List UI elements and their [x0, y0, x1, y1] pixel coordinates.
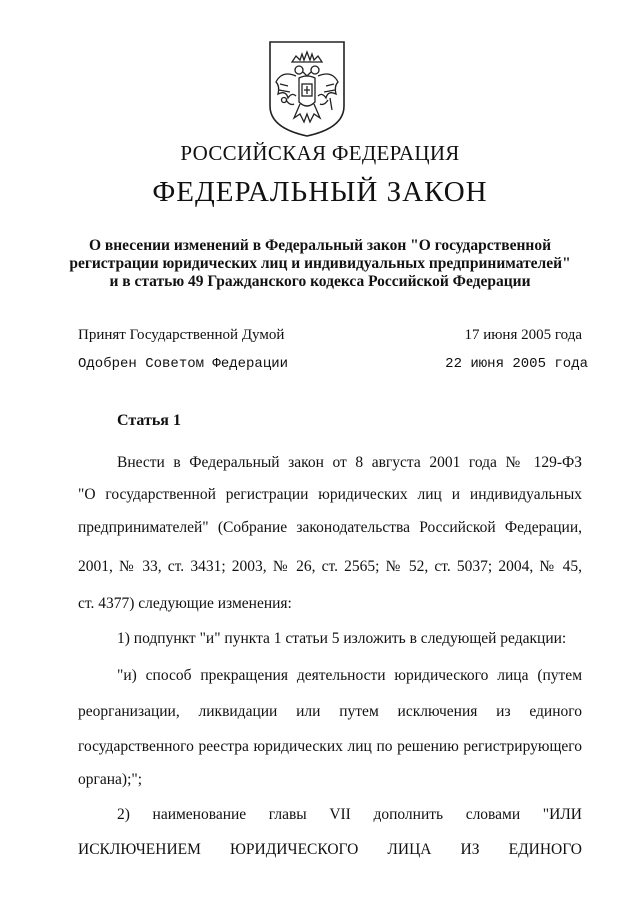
article-paragraph-line: государственного реестра юридических лиц по решению регистрирующего [78, 738, 582, 755]
article-paragraph-line: "О государственной регистрации юридических лиц и индивидуальных [78, 486, 582, 503]
duma-adoption-label: Принят Государственной Думой [78, 327, 285, 343]
article-paragraph-line: 2001, № 33, ст. 3431; 2003, № 26, ст. 2565; № 52, ст. 5037; 2004, № 45, [78, 558, 582, 575]
article-paragraph-line: ИСКЛЮЧЕНИЕМ ЮРИДИЧЕСКОГО ЛИЦА ИЗ ЕДИНОГО [78, 841, 582, 858]
article-paragraph-line: 2) наименование главы VII дополнить словами "ИЛИ [117, 806, 582, 823]
article-title: Статья 1 [117, 412, 181, 429]
article-paragraph-line: реорганизации, ликвидации или путем исключения из единого [78, 703, 582, 720]
article-paragraph-line: предпринимателей" (Собрание законодательства Российской Федерации, [78, 519, 582, 536]
law-subject-line: регистрации юридических лиц и индивидуальных предпринимателей" [69, 255, 571, 272]
duma-adoption-date: 17 июня 2005 года [464, 327, 582, 343]
law-subject-line: О внесении изменений в Федеральный закон "О государственной [88, 237, 552, 254]
country-title: РОССИЙСКАЯ ФЕДЕРАЦИЯ [180, 141, 460, 165]
council-approval-label: Одобрен Советом Федерации [78, 356, 289, 372]
article-paragraph-line: органа);"; [78, 771, 143, 788]
council-approval-date: 22 июня 2005 года [445, 356, 588, 372]
document-type-title: ФЕДЕРАЛЬНЫЙ ЗАКОН [152, 176, 488, 208]
article-paragraph-line: Внести в Федеральный закон от 8 августа 2001 года № 129-ФЗ [117, 454, 582, 471]
law-subject [0, 237, 640, 291]
law-subject-line: и в статью 49 Гражданского кодекса Российской Федерации [109, 273, 531, 290]
article-paragraph-line: 1) подпункт "и" пункта 1 статьи 5 изложить в следующей редакции: [117, 630, 567, 647]
state-emblem-icon [266, 40, 348, 138]
article-paragraph-line: "и) способ прекращения деятельности юридического лица (путем [117, 667, 582, 684]
article-paragraph-line: ст. 4377) следующие изменения: [78, 595, 292, 612]
